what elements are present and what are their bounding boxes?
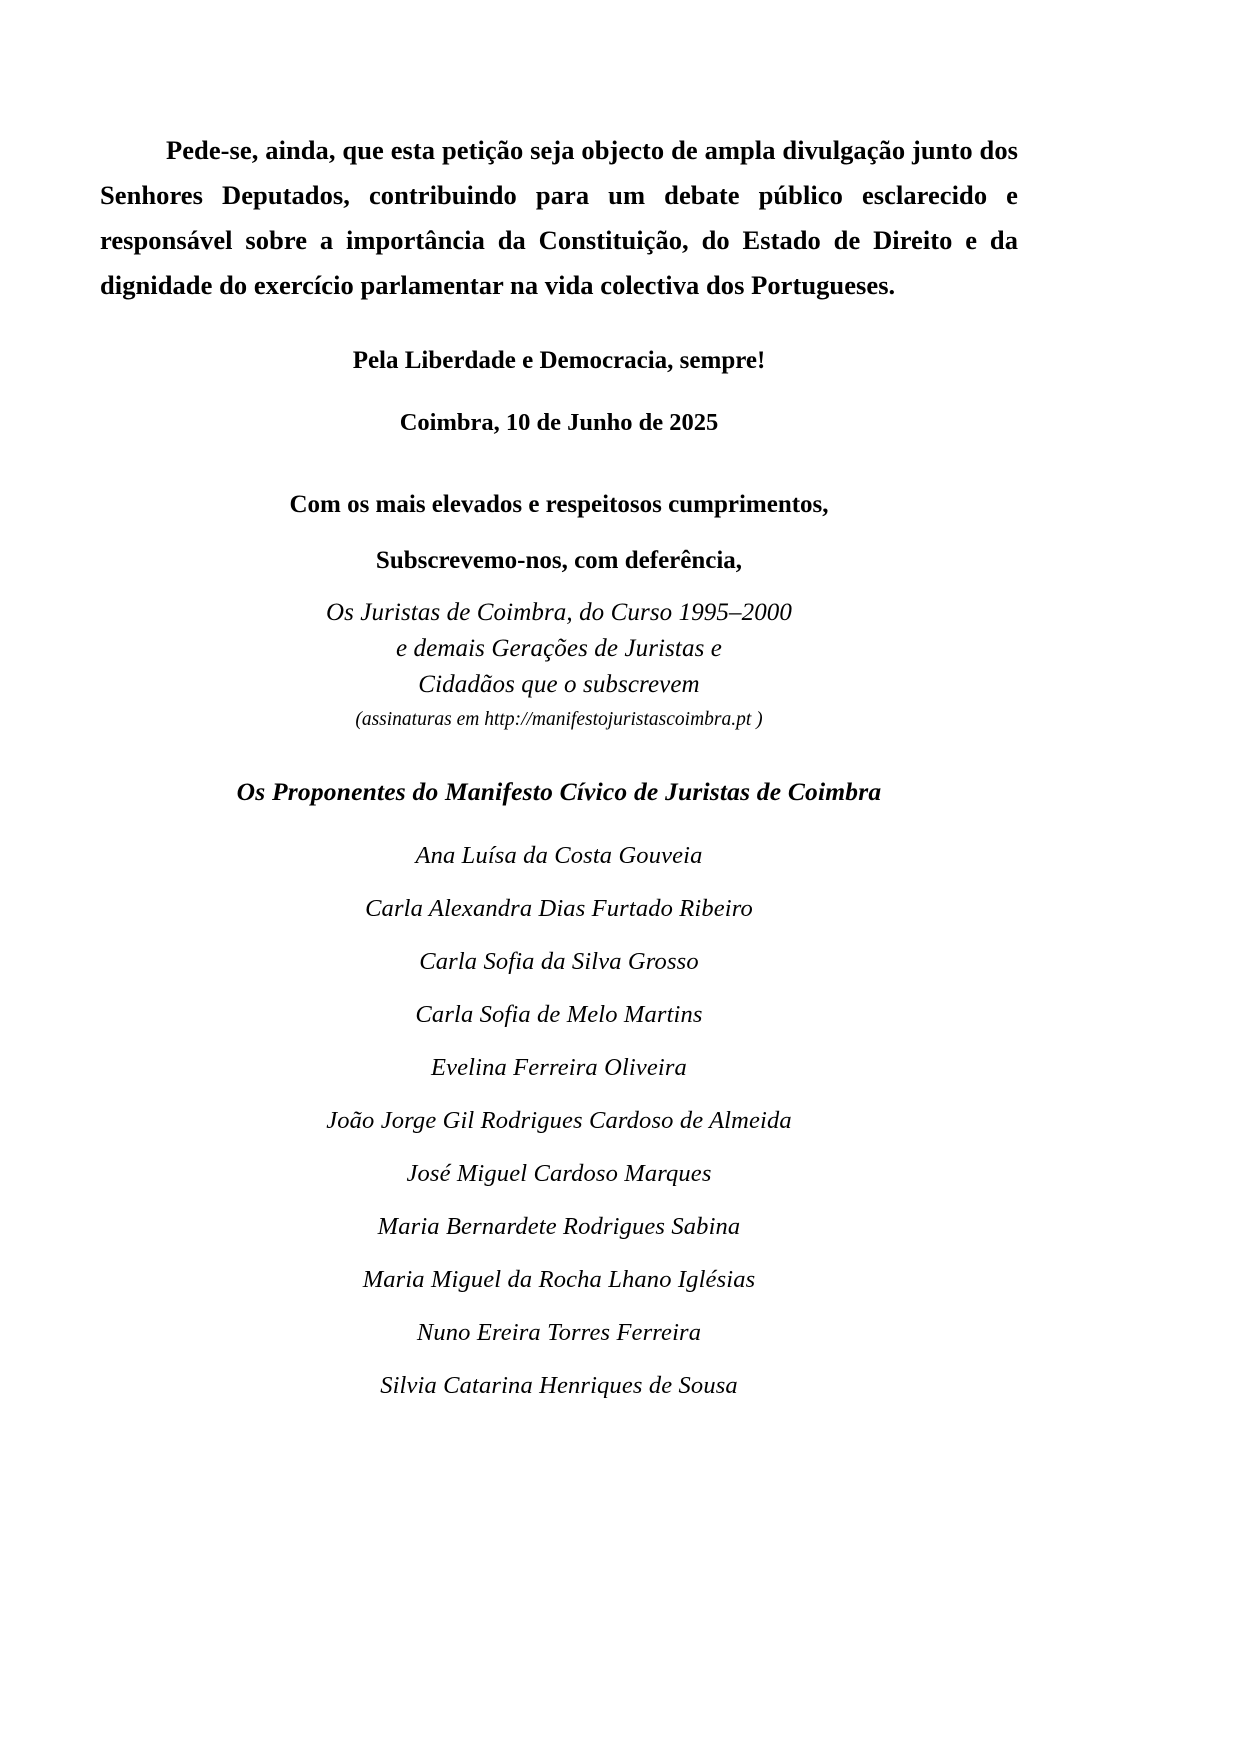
slogan-line: Pela Liberdade e Democracia, sempre! bbox=[352, 347, 766, 374]
list-item: Carla Sofia da Silva Grosso bbox=[419, 948, 699, 975]
signatory-line-2: e demais Gerações de Juristas e bbox=[396, 635, 722, 662]
list-item: Maria Miguel da Rocha Lhano Iglésias bbox=[362, 1266, 756, 1293]
list-item: Carla Alexandra Dias Furtado Ribeiro bbox=[365, 895, 753, 922]
place-and-date-line: Coimbra, 10 de Junho de 2025 bbox=[399, 409, 719, 436]
list-item: Nuno Ereira Torres Ferreira bbox=[416, 1319, 702, 1346]
list-item: Carla Sofia de Melo Martins bbox=[415, 1001, 703, 1028]
list-item: Silvia Catarina Henriques de Sousa bbox=[380, 1372, 738, 1399]
signatures-url-note: (assinaturas em http://manifestojuristascoimbra.pt ) bbox=[355, 709, 763, 730]
signatory-line-1: Os Juristas de Coimbra, do Curso 1995–2000 bbox=[325, 599, 793, 626]
body-paragraph: Pede-se, ainda, que esta petição seja objecto de ampla divulgação junto dos Senhores Deputados, contribuindo para um debate público esclarecido e responsável sobre a importância da Constituição, do Estado de Direito e da dignidade do exercício parlamentar na vida colectiva dos Portugueses. bbox=[100, 135, 1018, 300]
signatory-block bbox=[100, 595, 1018, 735]
greeting-line: Com os mais elevados e respeitosos cumprimentos, bbox=[289, 491, 829, 518]
list-item: Maria Bernardete Rodrigues Sabina bbox=[377, 1213, 741, 1240]
list-item: Evelina Ferreira Oliveira bbox=[431, 1054, 687, 1081]
list-item: João Jorge Gil Rodrigues Cardoso de Almeida bbox=[326, 1107, 792, 1134]
document-content bbox=[100, 128, 1018, 1403]
proponents-heading: Os Proponentes do Manifesto Cívico de Juristas de Coimbra bbox=[236, 777, 882, 806]
list-item: José Miguel Cardoso Marques bbox=[406, 1160, 712, 1187]
list-item: Ana Luísa da Costa Gouveia bbox=[415, 842, 703, 869]
signatory-line-3: Cidadãos que o subscrevem bbox=[418, 671, 700, 698]
closing-line: Subscrevemo-nos, com deferência, bbox=[375, 547, 743, 574]
proponents-list bbox=[100, 839, 1018, 1403]
